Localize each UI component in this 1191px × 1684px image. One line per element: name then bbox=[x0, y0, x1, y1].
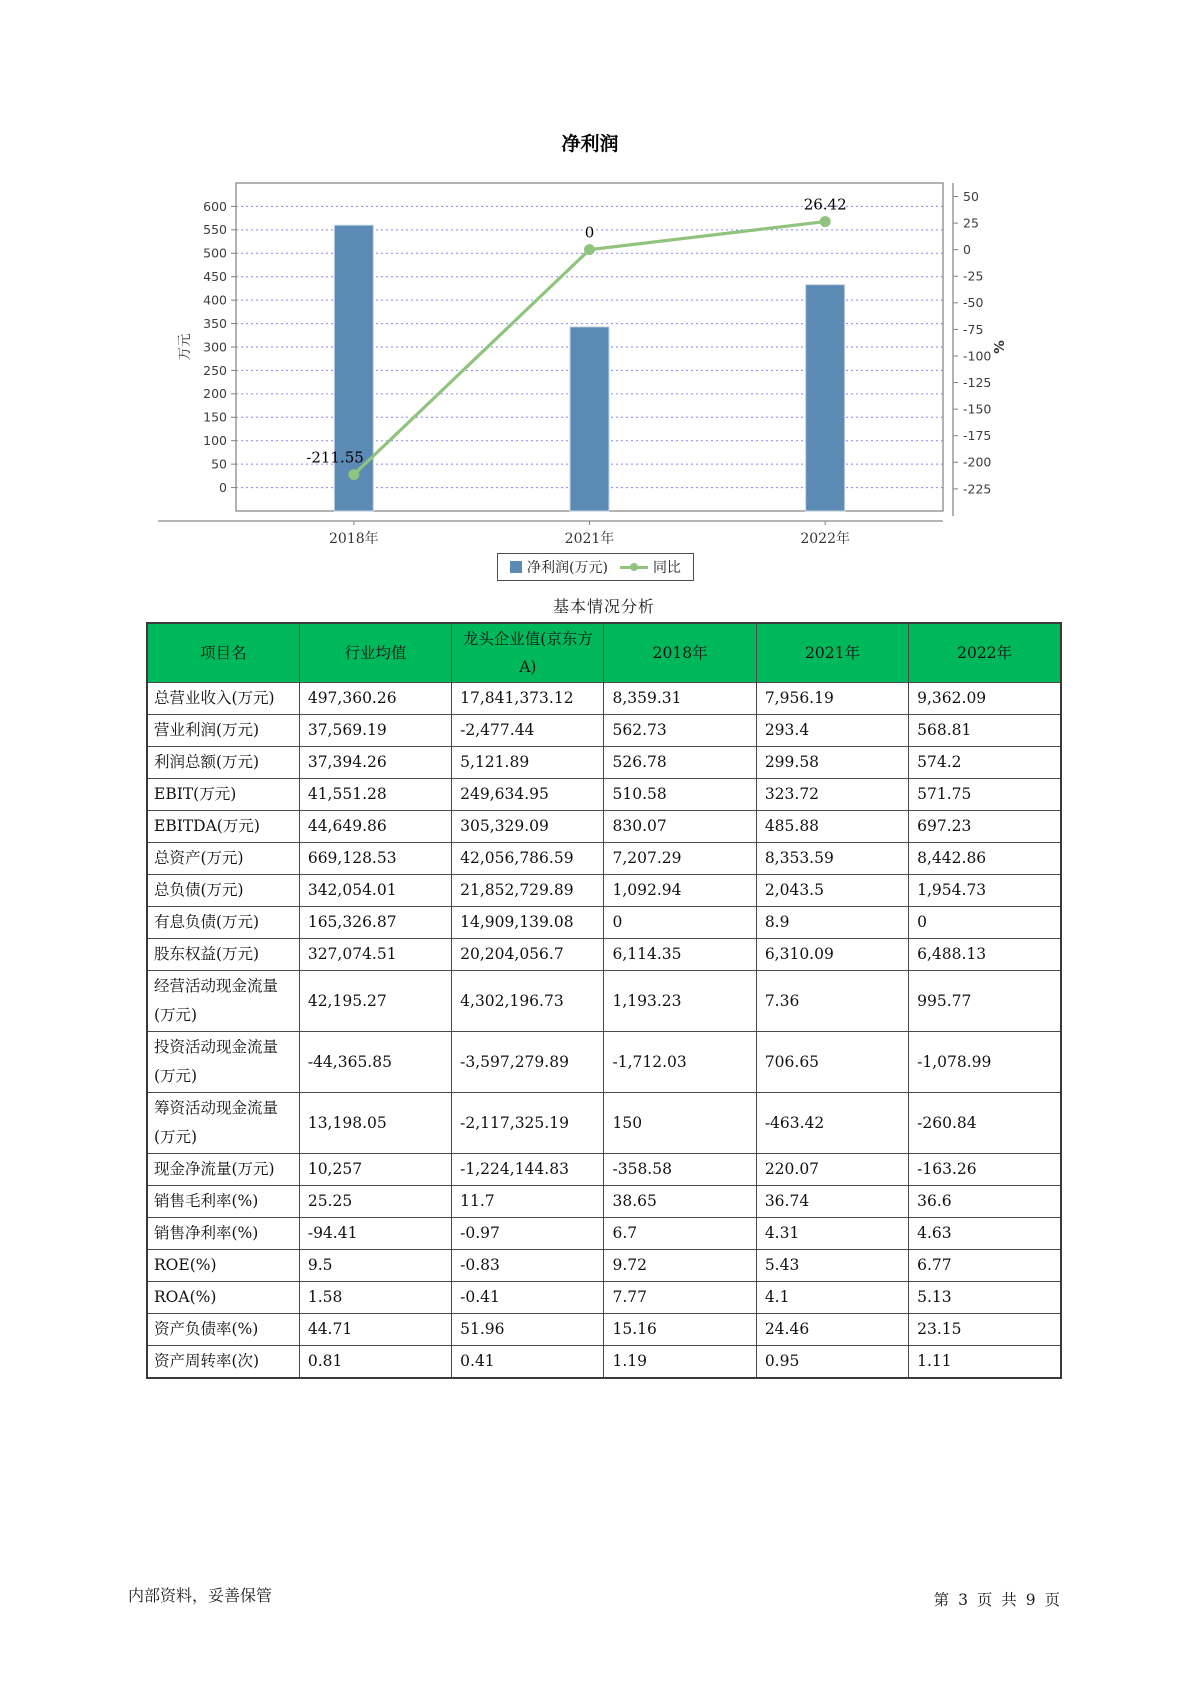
row-value: 150 bbox=[604, 1093, 756, 1154]
table-row bbox=[147, 1314, 1061, 1346]
left-tick-label: 400 bbox=[203, 292, 227, 308]
row-value: 1.11 bbox=[909, 1346, 1061, 1379]
row-value: 11.7 bbox=[452, 1186, 604, 1218]
footer-page-number: 第 3 页 共 9 页 bbox=[933, 1591, 1062, 1609]
right-tick-label: -150 bbox=[963, 401, 992, 417]
line-point-label: -211.55 bbox=[306, 448, 364, 467]
table-row bbox=[147, 1346, 1061, 1379]
table-row bbox=[147, 747, 1061, 779]
row-value: 6,114.35 bbox=[604, 939, 756, 971]
row-value: 510.58 bbox=[604, 779, 756, 811]
table-row bbox=[147, 1250, 1061, 1282]
row-value: 37,569.19 bbox=[299, 715, 451, 747]
row-value: 327,074.51 bbox=[299, 939, 451, 971]
legend-dot bbox=[630, 563, 638, 571]
row-label: 销售净利率(%) bbox=[147, 1218, 299, 1250]
row-value: -463.42 bbox=[756, 1093, 908, 1154]
row-value: 24.46 bbox=[756, 1314, 908, 1346]
row-value: 37,394.26 bbox=[299, 747, 451, 779]
row-value: 2,043.5 bbox=[756, 875, 908, 907]
table-row bbox=[147, 811, 1061, 843]
row-label: ROA(%) bbox=[147, 1282, 299, 1314]
bar bbox=[806, 285, 845, 511]
row-label: 资产负债率(%) bbox=[147, 1314, 299, 1346]
chart-title: 净利润 bbox=[561, 133, 619, 155]
row-label: 总营业收入(万元) bbox=[147, 683, 299, 715]
table-row bbox=[147, 1154, 1061, 1186]
row-value: 42,195.27 bbox=[299, 971, 451, 1032]
footer-confidential-note: 内部资料，妥善保管 bbox=[128, 1586, 273, 1605]
right-tick-label: -175 bbox=[963, 428, 992, 444]
row-value: 38.65 bbox=[604, 1186, 756, 1218]
row-value: 44.71 bbox=[299, 1314, 451, 1346]
row-label: 现金净流量(万元) bbox=[147, 1154, 299, 1186]
row-value: 7.77 bbox=[604, 1282, 756, 1314]
table-row bbox=[147, 1186, 1061, 1218]
right-tick-label: -25 bbox=[963, 268, 984, 284]
row-label: 有息负债(万元) bbox=[147, 907, 299, 939]
row-value: -2,477.44 bbox=[452, 715, 604, 747]
left-tick-label: 350 bbox=[203, 315, 227, 331]
table-row bbox=[147, 939, 1061, 971]
row-value: 4.1 bbox=[756, 1282, 908, 1314]
row-label: 筹资活动现金流量(万元) bbox=[147, 1093, 299, 1154]
row-label: EBITDA(万元) bbox=[147, 811, 299, 843]
row-value: -94.41 bbox=[299, 1218, 451, 1250]
row-value: 17,841,373.12 bbox=[452, 683, 604, 715]
row-value: 41,551.28 bbox=[299, 779, 451, 811]
row-value: 0.41 bbox=[452, 1346, 604, 1379]
left-tick-label: 500 bbox=[203, 245, 227, 261]
row-value: 220.07 bbox=[756, 1154, 908, 1186]
row-value: 4.63 bbox=[909, 1218, 1061, 1250]
left-tick-label: 50 bbox=[211, 456, 227, 472]
row-value: 6,488.13 bbox=[909, 939, 1061, 971]
row-value: 995.77 bbox=[909, 971, 1061, 1032]
left-tick-label: 550 bbox=[203, 222, 227, 238]
row-value: 25.25 bbox=[299, 1186, 451, 1218]
row-value: 5,121.89 bbox=[452, 747, 604, 779]
row-value: 8,442.86 bbox=[909, 843, 1061, 875]
left-tick-label: 600 bbox=[203, 198, 227, 214]
x-category-label: 2021年 bbox=[564, 531, 615, 547]
row-value: -3,597,279.89 bbox=[452, 1032, 604, 1093]
table-row bbox=[147, 1282, 1061, 1314]
legend-line-swatch-icon bbox=[620, 563, 648, 571]
row-value: 36.6 bbox=[909, 1186, 1061, 1218]
row-value: -1,224,144.83 bbox=[452, 1154, 604, 1186]
row-value: 1,092.94 bbox=[604, 875, 756, 907]
right-tick-label: 0 bbox=[963, 242, 971, 258]
row-value: 305,329.09 bbox=[452, 811, 604, 843]
row-value: 7,956.19 bbox=[756, 683, 908, 715]
right-tick-label: -200 bbox=[963, 454, 992, 470]
row-value: 20,204,056.7 bbox=[452, 939, 604, 971]
legend-bar-swatch-icon bbox=[510, 561, 522, 573]
table-title: 基本情况分析 bbox=[552, 597, 655, 616]
right-tick-label: -100 bbox=[963, 348, 992, 364]
row-value: -1,712.03 bbox=[604, 1032, 756, 1093]
row-value: 44,649.86 bbox=[299, 811, 451, 843]
net-profit-chart bbox=[0, 0, 1191, 600]
row-value: -358.58 bbox=[604, 1154, 756, 1186]
table-column-header: 项目名 bbox=[147, 623, 299, 683]
row-label: 经营活动现金流量(万元) bbox=[147, 971, 299, 1032]
row-label: 投资活动现金流量(万元) bbox=[147, 1032, 299, 1093]
row-value: 5.43 bbox=[756, 1250, 908, 1282]
row-label: 总负债(万元) bbox=[147, 875, 299, 907]
left-tick-label: 250 bbox=[203, 362, 227, 378]
row-value: -260.84 bbox=[909, 1093, 1061, 1154]
left-tick-label: 300 bbox=[203, 339, 227, 355]
row-value: 8.9 bbox=[756, 907, 908, 939]
row-value: 299.58 bbox=[756, 747, 908, 779]
row-value: 293.4 bbox=[756, 715, 908, 747]
legend-item bbox=[510, 557, 608, 577]
right-tick-label: -225 bbox=[963, 481, 992, 497]
row-value: 7.36 bbox=[756, 971, 908, 1032]
row-label: 资产周转率(次) bbox=[147, 1346, 299, 1379]
line-point-label: 26.42 bbox=[803, 195, 847, 214]
row-value: 15.16 bbox=[604, 1314, 756, 1346]
row-value: 4.31 bbox=[756, 1218, 908, 1250]
legend-item bbox=[620, 557, 681, 577]
row-value: -0.41 bbox=[452, 1282, 604, 1314]
line-point bbox=[584, 244, 595, 255]
row-value: 562.73 bbox=[604, 715, 756, 747]
row-value: 571.75 bbox=[909, 779, 1061, 811]
row-value: 574.2 bbox=[909, 747, 1061, 779]
row-label: 销售毛利率(%) bbox=[147, 1186, 299, 1218]
row-value: 697.23 bbox=[909, 811, 1061, 843]
bar bbox=[334, 225, 373, 511]
row-value: 9,362.09 bbox=[909, 683, 1061, 715]
basic-analysis-table bbox=[146, 622, 1062, 1379]
row-value: 1,193.23 bbox=[604, 971, 756, 1032]
row-value: -163.26 bbox=[909, 1154, 1061, 1186]
table-column-header: 行业均值 bbox=[299, 623, 451, 683]
row-value: 4,302,196.73 bbox=[452, 971, 604, 1032]
row-value: 42,056,786.59 bbox=[452, 843, 604, 875]
row-value: 1.58 bbox=[299, 1282, 451, 1314]
left-tick-label: 450 bbox=[203, 269, 227, 285]
row-value: 23.15 bbox=[909, 1314, 1061, 1346]
row-value: 6.77 bbox=[909, 1250, 1061, 1282]
left-tick-label: 200 bbox=[203, 386, 227, 402]
table-row bbox=[147, 907, 1061, 939]
chart-legend bbox=[497, 553, 694, 581]
row-value: 36.74 bbox=[756, 1186, 908, 1218]
right-tick-label: -125 bbox=[963, 374, 992, 390]
row-value: 51.96 bbox=[452, 1314, 604, 1346]
row-value: 323.72 bbox=[756, 779, 908, 811]
left-tick-label: 0 bbox=[219, 479, 227, 495]
table-column-header: 2021年 bbox=[756, 623, 908, 683]
row-value: 0 bbox=[909, 907, 1061, 939]
row-label: 总资产(万元) bbox=[147, 843, 299, 875]
row-value: 830.07 bbox=[604, 811, 756, 843]
row-value: 6,310.09 bbox=[756, 939, 908, 971]
left-axis-label: 万元 bbox=[177, 333, 193, 361]
x-category-label: 2022年 bbox=[800, 531, 850, 547]
row-value: 21,852,729.89 bbox=[452, 875, 604, 907]
row-label: 营业利润(万元) bbox=[147, 715, 299, 747]
right-tick-label: 50 bbox=[963, 188, 979, 204]
table-row bbox=[147, 843, 1061, 875]
right-tick-label: 25 bbox=[963, 215, 979, 231]
row-value: 0 bbox=[604, 907, 756, 939]
table-column-header: 2018年 bbox=[604, 623, 756, 683]
row-value: 8,359.31 bbox=[604, 683, 756, 715]
line-point-label: 0 bbox=[584, 223, 595, 242]
row-value: -44,365.85 bbox=[299, 1032, 451, 1093]
row-value: -0.83 bbox=[452, 1250, 604, 1282]
table-row bbox=[147, 779, 1061, 811]
row-value: 7,207.29 bbox=[604, 843, 756, 875]
left-tick-label: 100 bbox=[203, 433, 227, 449]
row-label: EBIT(万元) bbox=[147, 779, 299, 811]
table-row bbox=[147, 715, 1061, 747]
row-value: 165,326.87 bbox=[299, 907, 451, 939]
row-value: 497,360.26 bbox=[299, 683, 451, 715]
row-value: 706.65 bbox=[756, 1032, 908, 1093]
row-value: 8,353.59 bbox=[756, 843, 908, 875]
row-value: 6.7 bbox=[604, 1218, 756, 1250]
line-point bbox=[348, 469, 359, 480]
row-value: 13,198.05 bbox=[299, 1093, 451, 1154]
row-value: 10,257 bbox=[299, 1154, 451, 1186]
row-value: -2,117,325.19 bbox=[452, 1093, 604, 1154]
row-value: 485.88 bbox=[756, 811, 908, 843]
right-tick-label: -50 bbox=[963, 295, 984, 311]
row-value: 5.13 bbox=[909, 1282, 1061, 1314]
row-label: 股东权益(万元) bbox=[147, 939, 299, 971]
row-value: 0.95 bbox=[756, 1346, 908, 1379]
left-tick-label: 150 bbox=[203, 409, 227, 425]
net-profit-chart-canvas bbox=[0, 0, 1191, 600]
row-label: 利润总额(万元) bbox=[147, 747, 299, 779]
legend-label: 净利润(万元) bbox=[527, 560, 608, 576]
row-value: 9.72 bbox=[604, 1250, 756, 1282]
table-row bbox=[147, 1093, 1061, 1154]
row-value: 249,634.95 bbox=[452, 779, 604, 811]
table-column-header: 龙头企业值(京东方A) bbox=[452, 623, 604, 683]
row-value: 342,054.01 bbox=[299, 875, 451, 907]
x-category-label: 2018年 bbox=[329, 531, 379, 547]
bar bbox=[570, 327, 609, 511]
right-axis-label: % bbox=[992, 340, 1008, 354]
row-value: 669,128.53 bbox=[299, 843, 451, 875]
table-column-header: 2022年 bbox=[909, 623, 1061, 683]
row-value: 526.78 bbox=[604, 747, 756, 779]
row-value: 1,954.73 bbox=[909, 875, 1061, 907]
table-row bbox=[147, 875, 1061, 907]
table-row bbox=[147, 1218, 1061, 1250]
table-row bbox=[147, 971, 1061, 1032]
row-value: 1.19 bbox=[604, 1346, 756, 1379]
line-point bbox=[820, 216, 831, 227]
table-row bbox=[147, 683, 1061, 715]
row-value: 0.81 bbox=[299, 1346, 451, 1379]
row-value: -1,078.99 bbox=[909, 1032, 1061, 1093]
legend-label: 同比 bbox=[652, 560, 681, 576]
row-value: -0.97 bbox=[452, 1218, 604, 1250]
table-row bbox=[147, 1032, 1061, 1093]
row-value: 9.5 bbox=[299, 1250, 451, 1282]
table-header bbox=[147, 623, 1061, 683]
row-label: ROE(%) bbox=[147, 1250, 299, 1282]
row-value: 568.81 bbox=[909, 715, 1061, 747]
plot-area bbox=[158, 183, 991, 547]
right-tick-label: -75 bbox=[963, 321, 984, 337]
row-value: 14,909,139.08 bbox=[452, 907, 604, 939]
